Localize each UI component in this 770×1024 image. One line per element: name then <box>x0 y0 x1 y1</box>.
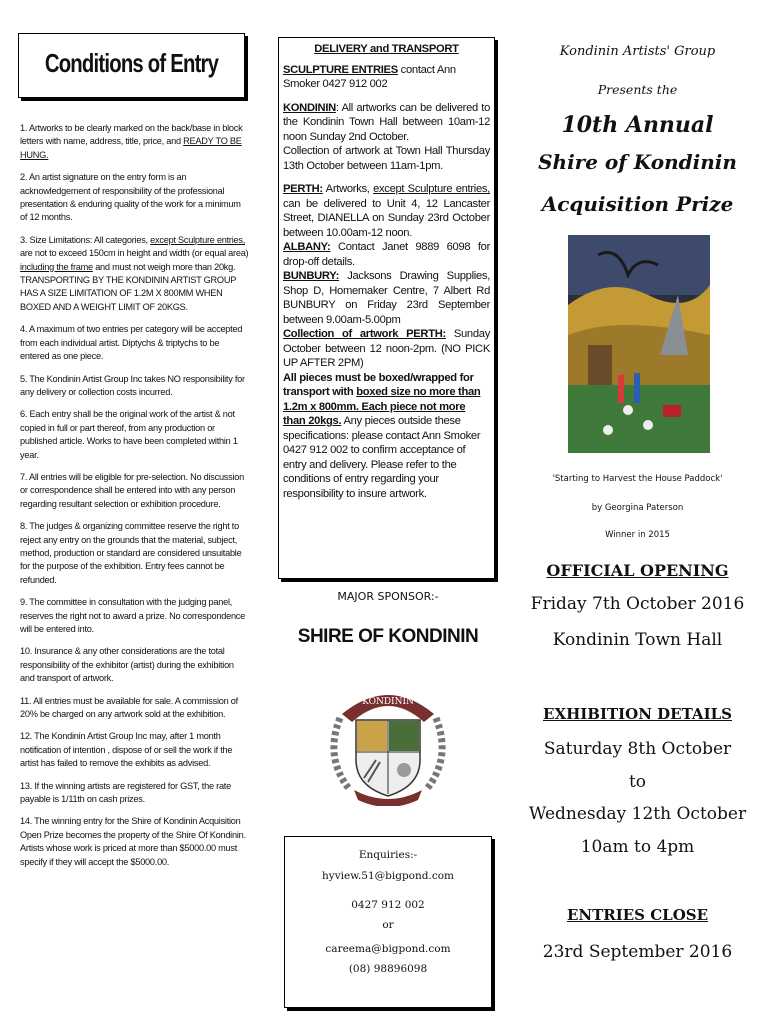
delivery-transport-box <box>278 37 495 579</box>
bunbury-delivery: BUNBURY: Jacksons Drawing Supplies, Shop D, Homemaker Centre, 7 Albert Rd BUNBURY on Friday 23rd September between 9.00am-5.00pm <box>283 270 490 326</box>
condition-1: 1. Artworks to be clearly marked on the back/base in block letters with name, address, title, price, and READY TO BE HUNG. <box>20 123 243 160</box>
official-opening-date: Friday 7th October 2016 <box>530 594 745 614</box>
condition-5: 5. The Kondinin Artist Group Inc takes NO responsibility for any delivery or collection costs incurred. <box>20 373 245 397</box>
exhibition-end-date: Wednesday 12th October <box>528 804 747 824</box>
enquiries-phone-2: (08) 98896098 <box>348 963 428 975</box>
painting-artist: by Georgina Paterson <box>591 503 684 513</box>
condition-6: 6. Each entry shall be the original work of the artist & not copied in full or part thereof, from any production or published article. Works to have been completed within 1 year. <box>20 409 238 460</box>
kondinin-delivery: KONDININ: All artworks can be delivered to the Kondinin Town Hall between 10am-12 noon Sunday 2nd October. Collection of artwork at Town Hall Thursday 13th October between 11am-1pm. <box>283 101 490 172</box>
exhibition-to: to <box>628 772 647 792</box>
condition-11: 11. All entries must be available for sale. A commission of 20% be charged on any artwork sold at the exhibition. <box>20 695 238 720</box>
enquiries-box <box>284 836 492 1008</box>
condition-14: 14. The winning entry for the Shire of Kondinin Acquisition Open Prize becomes the property of the Shire Of Kondinin. Artists whose work is priced at more than $5000.00 must specify if they will accept the $5000.00. <box>20 816 246 867</box>
condition-2: 2. An artist signature on the entry form is an acknowledgement of responsibility of the professional presentation & enduring quality of the work for a minimum of 12 months. <box>20 172 241 223</box>
official-opening-heading: OFFICIAL OPENING <box>546 561 729 580</box>
organisation-name: Kondinin Artists' Group <box>559 44 716 59</box>
condition-7: 7. All entries will be eligible for pre-selection. No discussion or correspondence shall be entered into with any person regarding resultant selection or exhibition procedure. <box>20 471 245 509</box>
enquiries-label: Enquiries:- <box>358 849 418 861</box>
enquiries-or: or <box>382 919 394 931</box>
major-sponsor-name: SHIRE OF KONDININ <box>297 626 479 647</box>
winning-painting-image <box>568 235 710 453</box>
conditions-title-box <box>18 33 245 98</box>
official-opening-venue: Kondinin Town Hall <box>552 630 723 650</box>
painting-winner-year: Winner in 2015 <box>605 530 670 540</box>
albany-delivery: ALBANY: Contact Janet 9889 6098 for drop-off details. <box>283 241 490 268</box>
perth-collection: Collection of artwork PERTH: Sunday October between 12 noon-2pm. (NO PICK UP AFTER 2PM) <box>283 328 490 369</box>
enquiries-email-1[interactable]: hyview.51@bigpond.com <box>322 870 454 882</box>
event-title-line-2: Shire of Kondinin <box>538 150 737 174</box>
enquiries-email-2[interactable]: careema@bigpond.com <box>325 943 451 955</box>
condition-13: 13. If the winning artists are registered for GST, the rate payable is 1/11th on cash prizes. <box>20 780 231 805</box>
condition-12: 12. The Kondinin Artist Group Inc may, after 1 month notification of intention , dispose of or sell the work if the artist has failed to remove the exhibits as advised. <box>20 731 233 769</box>
condition-9: 9. The committee in consultation with the judging panel, reserves the right not to award a prize. No correspondence will be entered into. <box>20 597 246 634</box>
perth-delivery: PERTH: Artworks, except Sculpture entries, can be delivered to Unit 4, 12 Lancaster Street, DIANELLA on Sunday 23rd October between 10.00am-12 noon. <box>283 183 490 239</box>
exhibition-start-date: Saturday 8th October <box>543 739 732 759</box>
condition-4: 4. A maximum of two entries per category will be accepted from each individual artist. Diptychs & triptychs to be entered as one piece. <box>20 324 243 362</box>
major-sponsor-label: MAJOR SPONSOR:- <box>337 590 439 603</box>
entries-close-date: 23rd September 2016 <box>542 942 733 962</box>
condition-10: 10. Insurance & any other considerations are the total responsibility of the exhibitor (artist) during the exhibition and transport of artwork. <box>20 646 234 684</box>
condition-8: 8. The judges & organizing committee reserve the right to reject any entry on the grounds that the material, subject, method, production or standard are considered unsuitable for the purpose of the exhibition. Entry fees cannot be refunded. <box>20 521 242 585</box>
presents-text: Presents the <box>597 82 678 97</box>
entries-close-heading: ENTRIES CLOSE <box>566 906 709 924</box>
painting-caption: 'Starting to Harvest the House Paddock' <box>552 474 723 484</box>
enquiries-phone-1: 0427 912 002 <box>351 899 425 911</box>
shire-crest-logo <box>320 678 456 806</box>
event-title-line-1: 10th Annual <box>561 112 714 138</box>
delivery-title: DELIVERY and TRANSPORT <box>314 43 459 55</box>
sculpture-entries: SCULPTURE ENTRIES contact Ann Smoker 0427 912 002 <box>283 63 456 90</box>
event-title-line-3: Acquisition Prize <box>541 192 734 216</box>
condition-3: 3. Size Limitations: All categories, except Sculpture entries, are not to exceed 150cm in height and width (or equal area) including the frame and must not weigh more than 20kg. TRANSPORTING BY THE KONDININ ARTIST GROUP HAS A SIZE LIMITATION OF 1.2M X 800MM WHEN BOXED AND A WEIGHT LIMIT OF 20KGS. <box>20 234 249 312</box>
boxing-requirements: All pieces must be boxed/wrapped for transport with boxed size no more than 1.2m x 800mm. Each piece not more than 20kgs. Any pieces outside these specifications: please contact Ann Smoker 0427 912 002 to confirm acceptance of entry and delivery. Please refer to the conditions of entry regarding your responsibility to insure artwork. <box>283 371 481 500</box>
conditions-title: Conditions of Entry <box>44 48 219 78</box>
exhibition-hours: 10am to 4pm <box>580 837 695 857</box>
exhibition-details-heading: EXHIBITION DETAILS <box>543 705 732 723</box>
conditions-list <box>20 122 250 878</box>
crest-banner-text: KONDININ <box>362 697 414 707</box>
